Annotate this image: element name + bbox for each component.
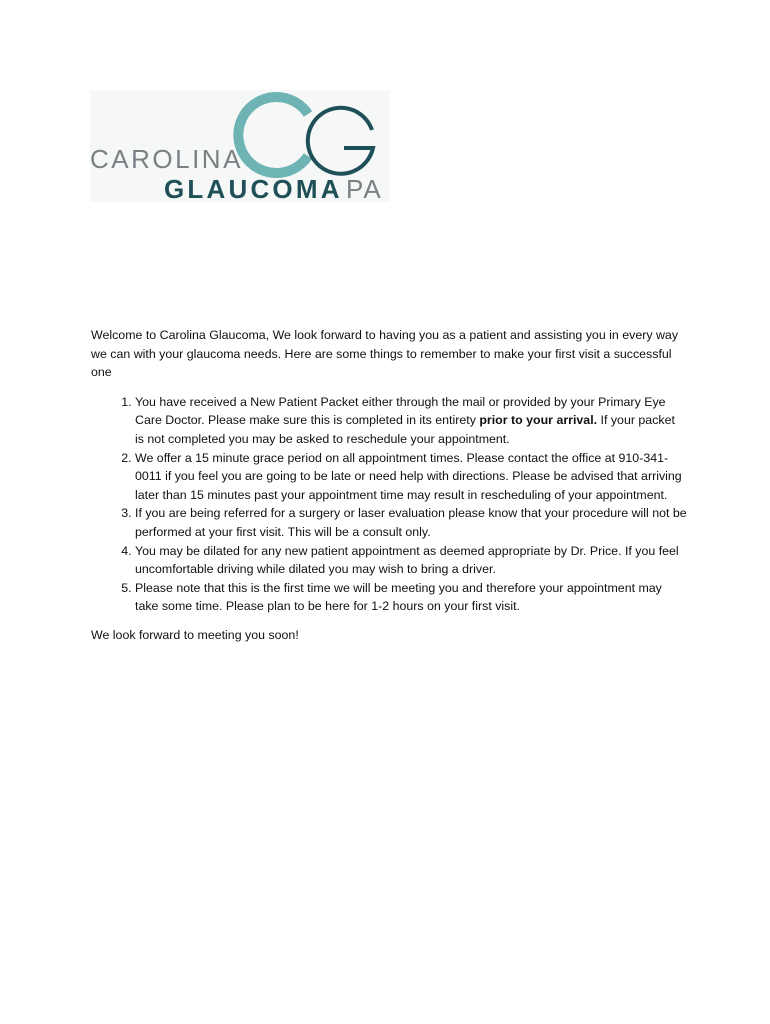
logo-line1: CAROLINA bbox=[90, 144, 243, 174]
list-item bbox=[135, 449, 687, 505]
list-item bbox=[135, 579, 687, 616]
list-item-text: If you are being referred for a surgery or laser evaluation please know that your procedure will not be performed at your first visit. This will be a consult only. bbox=[135, 506, 687, 539]
list-item bbox=[135, 504, 687, 541]
carolina-glaucoma-logo-graphic bbox=[90, 90, 390, 202]
list-item-text: Please note that this is the first time we will be meeting you and therefore your appointment may take some time. Please plan to be here for 1-2 hours on your first visit. bbox=[135, 580, 662, 614]
letter-body bbox=[91, 326, 687, 645]
logo-line2: GLAUCOMA bbox=[164, 174, 343, 202]
logo-g-ring-icon bbox=[308, 108, 373, 174]
company-logo bbox=[90, 90, 390, 202]
instructions-list bbox=[91, 393, 687, 616]
intro-paragraph: Welcome to Carolina Glaucoma, We look forward to having you as a patient and assisting you in every way we can with your glaucoma needs. Here are some things to remember to make your first visit a successful one bbox=[91, 328, 679, 380]
closing-paragraph: We look forward to meeting you soon! bbox=[91, 627, 299, 642]
list-item bbox=[135, 393, 687, 449]
list-item bbox=[135, 542, 687, 579]
list-item-text: You have received a New Patient Packet either through the mail or provided by your Primary Eye Care Doctor. Please make sure this is completed in its entirety bbox=[135, 394, 666, 428]
list-item-text: We offer a 15 minute grace period on all appointment times. Please contact the office at 910-341-0011 if you feel you are going to be late or need help with directions. Please be advised that arriving later than 15 minutes past your appointment time may result in rescheduling of your appointment. bbox=[135, 450, 682, 502]
list-item-text: You may be dilated for any new patient appointment as deemed appropriate by Dr. Price. If you feel uncomfortable driving while dilated you may wish to bring a driver. bbox=[135, 543, 679, 577]
list-item-text: If your packet is not completed you may be asked to reschedule your appointment. bbox=[135, 413, 675, 446]
logo-c-ring-icon bbox=[238, 97, 308, 173]
logo-suffix: PA bbox=[346, 174, 383, 202]
list-item-emphasis: prior to your arrival. bbox=[479, 413, 598, 428]
